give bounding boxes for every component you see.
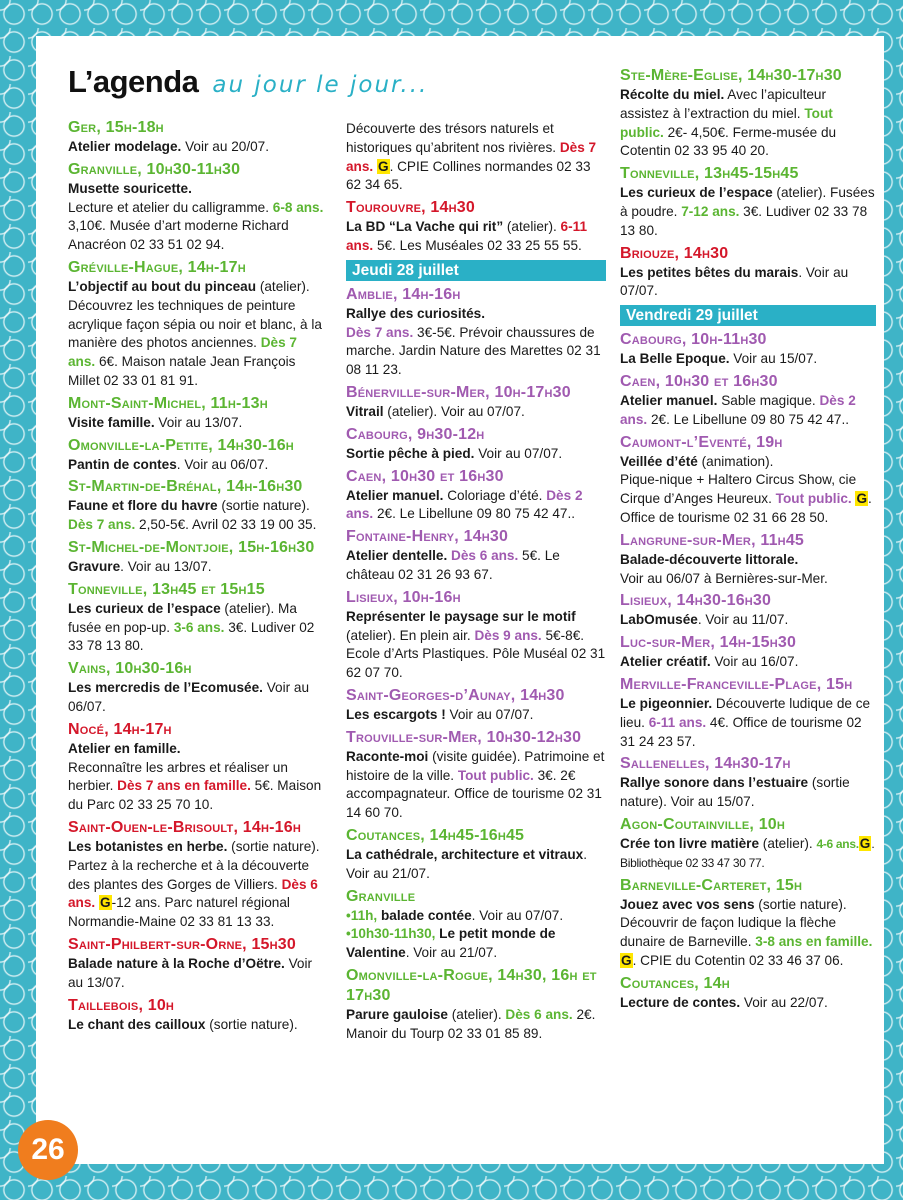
entry-place: Caen, 10h30 et 16h30 [346,467,504,485]
free-badge: G [859,835,871,851]
activity-title: La cathédrale, architecture et vitraux [346,846,584,862]
activity-title: Balade-découverte littorale. [620,551,799,567]
entry-text: -12 ans. Parc naturel régional Normandie-Maine 02 33 81 13 33. [68,895,290,930]
activity-title: Parure gauloise [346,1006,448,1022]
age-label: 3-6 ans. [173,619,225,635]
entry-text: Avec l’apiculteur assistez à l’extraction du miel. [620,87,827,121]
title-main: L’agenda [68,64,199,99]
entry-place: Agon-Coutainville, 10h [620,815,786,833]
entry-place: Cabourg, 9h30-12h [346,425,485,443]
activity-title: Faune et flore du havre [68,498,218,514]
entry-text: 5€. Les Muséales 02 33 25 55 55. [373,237,582,253]
entry-place: Bénerville-sur-Mer, 10h-17h30 [346,383,571,401]
agenda-entry [346,966,606,1044]
entry-place: Merville-Franceville-Plage, 15h [620,675,853,693]
entry-text: 3€. 2€ accompagnateur. Office de tourisme 02 31 14 60 70. [346,767,602,821]
entry-place: Omonville-la-Rogue, 14h30, 16h et 17h30 [346,966,597,1004]
agenda-entry [68,580,326,656]
column-2 [346,120,606,1047]
entry-text: . Bibliothèque 02 33 47 30 77. [620,836,875,870]
activity-title: Le pigeonnier. [620,695,713,711]
entry-place: Lisieux, 10h-16h [346,588,461,606]
entry-place: Saint-Philbert-sur-Orne, 15h30 [68,935,296,953]
entry-text: 4€. Office de tourisme 02 31 24 23 57. [620,714,862,749]
entry-text: (atelier). [448,1006,506,1022]
entry-body [346,403,606,422]
age-label: Dès 9 ans. [474,627,542,643]
entry-text: . Voir au 21/07. [405,945,498,961]
entry-place: Saint-Ouen-le-Brisoult, 14h-16h [68,818,301,836]
free-badge: G [377,158,389,174]
activity-title: Les curieux de l’espace [68,600,221,616]
activity-title: Atelier en famille. [68,740,181,756]
entry-place: Vains, 10h30-16h [68,660,192,678]
entry-body [346,120,606,195]
agenda-entry [620,974,876,1013]
agenda-entry [68,659,326,717]
entry-text: 2€. Le Libellune 09 80 75 42 47.. [373,506,576,522]
agenda-entry [620,244,876,302]
title-script: au jour le jour... [212,72,429,98]
age-label: Dès 7 ans. [68,517,136,533]
activity-title: LabOmusée [620,612,698,628]
agenda-entry [620,164,876,240]
agenda-entry [68,160,326,255]
activity-title: L’objectif au bout du pinceau [68,278,257,294]
entry-text: Voir au 06/07 à Bernières-sur-Mer. [620,570,828,586]
entry-text: (atelier). Découvrez les techniques de peinture acrylique façon sépia ou noir et blanc, à la manière des photos anciennes. [68,278,322,351]
entry-text: . Voir au 21/07. [346,846,588,881]
entry-text: (sortie nature). Voir au 15/07. [620,775,850,810]
activity-title: Visite famille. [68,414,155,430]
agenda-entry [620,675,876,751]
age-label: 7-12 ans. [681,203,740,219]
activity-title: Les curieux de l’espace [620,185,773,201]
free-badge: G [621,952,632,968]
age-label: 3-8 ans en famille. [755,934,873,950]
agenda-entry [68,996,326,1035]
agenda-entry [346,588,606,683]
entry-text: Voir au 20/07. [181,139,269,154]
entry-text: 2€. Manoir du Tourp 02 33 01 85 89. [346,1006,596,1041]
column-1 [68,118,326,1037]
agenda-entry [346,198,606,256]
agenda-entry [68,818,326,932]
entry-text: (sortie nature). [205,1016,298,1032]
entry-place: Amblie, 14h-16h [346,285,461,303]
agenda-entry [346,527,606,585]
activity-title: Les escargots ! [346,706,446,722]
activity-title: Le petit monde de Valentine [346,926,556,961]
age-label: 4-6 ans. [816,836,859,851]
entry-text: (animation). [697,453,774,469]
entry-place: Granville, 10h30-11h30 [68,160,241,178]
entry-text: Coloriage d’été. [443,487,547,503]
entry-text: 3€. Ludiver 02 33 78 13 80. [68,619,315,654]
age-label: Dès 7 ans. [346,324,414,340]
day-header: Jeudi 28 juillet [346,260,606,281]
entry-place: Gréville-Hague, 14h-17h [68,258,246,276]
entry-text: (atelier). Fusées à poudre. [620,185,875,219]
entry-body [346,1006,606,1044]
free-badge: G [856,491,868,507]
activity-title: Rallye des curiosités. [346,305,486,321]
entry-body [620,774,876,812]
agenda-entry [620,815,876,873]
entry-place: Fontaine-Henry, 14h30 [346,528,509,546]
activity-title: Balade nature à la Roche d’Oëtre. [68,955,285,971]
agenda-entry [620,633,876,672]
entry-text: (atelier). Ma fusée en pop-up. [68,600,297,635]
entry-body [68,456,326,475]
entry-body [620,695,876,751]
agenda-entry [68,118,326,157]
activity-title: Les petites bêtes du marais [620,264,799,280]
age-label: Dès 7 ans. [346,139,597,174]
entry-place: Tonneville, 13h45 et 15h15 [68,580,265,598]
entry-text: (visite guidée). Patrimoine et histoire de la ville. [346,748,605,783]
age-label: Dès 6 ans. [505,1006,573,1022]
entry-text: Voir au 15/07. [729,351,818,367]
activity-title: Le chant des cailloux [68,1016,206,1032]
entry-text: Reconnaître les arbres et réaliser un herbier. [68,759,288,794]
entry-text: Voir au 22/07. [740,994,828,1010]
agenda-entry [346,728,606,823]
agenda-entry [68,394,326,433]
activity-title: Gravure [68,558,121,574]
agenda-entry [68,538,326,577]
entry-place: Langrune-sur-Mer, 11h45 [620,531,805,549]
entry-place: St-Michel-de-Montjoie, 15h-16h30 [68,538,315,556]
entry-place: Granville [346,887,416,905]
age-label: 6-11 ans. [648,714,707,730]
age-label: Dès 6 ans. [68,876,318,911]
entry-body [346,846,606,884]
entry-text: Découverte des trésors naturels et historiques qu’abritent nos rivières. [346,121,560,155]
entry-place: Barneville-Carteret, 15h [620,876,803,894]
entry-body [68,180,326,255]
activity-title: Jouez avec vos sens [620,896,755,912]
entry-place: Caumont-l’Eventé, 19h [620,433,783,451]
entry-text: 6€. Maison natale Jean François Millet 02 33 01 81 91. [68,354,296,388]
entry-text: Voir au 06/07. [68,680,310,714]
entry-text: 3,10€. Musée d’art moderne Richard Anacréon 02 33 51 02 94. [68,218,289,253]
agenda-entry [68,258,326,391]
age-label: 6-11 ans. [346,219,588,253]
entry-body [346,547,606,585]
page-number: 26 [18,1120,78,1180]
entry-text: 2,50-5€. Avril 02 33 19 00 35. [135,517,317,533]
entry-text: . Voir au 07/07. [471,907,564,923]
activity-title: Sortie pêche à pied. [346,445,475,461]
entry-body [68,278,326,391]
activity-title: Veillée d’été [620,453,698,469]
entry-body [620,653,876,672]
entry-text: Sable magique. [717,392,820,408]
agenda-entry [346,285,606,380]
entry-body [68,679,326,717]
entry-text: (atelier). En plein air. [346,627,475,643]
entry-body [620,835,876,873]
entry-body [346,305,606,380]
entry-text: Voir au 07/07. [474,445,563,461]
entry-place: Sallenelles, 14h30-17h [620,755,791,773]
entry-text: . CPIE Collines normandes 02 33 62 34 65. [346,158,591,193]
entry-place: Taillebois, 10h [68,996,175,1014]
entry-place: Ger, 15h-18h [68,119,164,136]
agenda-entry [620,754,876,812]
entry-place: Cabourg, 10h-11h30 [620,331,767,349]
age-label: 6-8 ans. [272,199,324,215]
agenda-entry [68,477,326,535]
entry-text: 3€. Ludiver 02 33 78 13 80. [620,203,868,238]
activity-title: Raconte-moi [346,748,429,764]
agenda-entry [620,433,876,528]
agenda-entry [346,425,606,464]
age-label: Dès 7 ans en famille. [117,778,251,794]
agenda-entry [620,66,876,161]
agenda-entry [620,372,876,430]
page-title [68,64,428,108]
age-label: •10h30-11h30, [346,926,436,942]
age-label: Dès 7 ans. [68,335,297,370]
activity-title: Rallye sonore dans l’estuaire [620,775,809,791]
entry-text: 2€. Le Libellune 09 80 75 42 47.. [647,411,850,427]
agenda-entry [346,887,606,963]
entry-text: . Voir au 11/07. [697,612,789,628]
agenda-entry [620,330,876,369]
entry-place: Briouze, 14h30 [620,244,729,262]
entry-text: . Voir au 06/07. [176,456,269,472]
entry-text: . Office de tourisme 02 31 66 28 50. [620,491,872,525]
entry-place: Ste-Mère-Eglise, 14h30-17h30 [620,67,842,84]
entry-text: (sortie nature). Découvrir de façon ludique la flèche dunaire de Barneville. [620,896,847,950]
entry-place: Coutances, 14h [620,974,730,992]
entry-body [346,445,606,464]
activity-title: Atelier modelage. [68,139,182,154]
entry-body [620,453,876,528]
activity-title: Atelier créatif. [620,654,711,670]
entry-body [68,497,326,535]
entry-place: Lisieux, 14h30-16h30 [620,592,772,610]
entry-body [68,1016,326,1035]
entry-place: Trouville-sur-Mer, 10h30-12h30 [346,728,582,746]
entry-body [620,392,876,430]
page [36,36,884,1164]
entry-text: Voir au 16/07. [710,654,799,670]
entry-place: Coutances, 14h45-16h45 [346,826,525,844]
entry-text: . Voir au 13/07. [120,558,212,574]
age-label: •11h, [346,907,378,923]
entry-text: (atelier). Voir au 07/07. [383,403,525,419]
age-label: Dès 2 ans. [346,487,583,522]
entry-text: . CPIE du Cotentin 02 33 46 37 06. [632,952,844,968]
entry-place: Luc-sur-Mer, 14h-15h30 [620,634,797,652]
entry-body [346,218,606,256]
entry-text: (sortie nature). Partez à la recherche et à la découverte des plantes des Gorges de Villiers. [68,838,320,892]
age-label: Tout public. [620,105,833,140]
activity-title: Représenter le paysage sur le motif [346,608,576,624]
entry-body [68,414,326,433]
entry-text: 5€. Maison du Parc 02 33 25 70 10. [68,778,322,813]
activity-title: Atelier manuel. [346,487,444,503]
entry-body [346,748,606,823]
entry-place: Tourouvre, 14h30 [346,199,475,217]
entry-body [620,551,876,589]
agenda-entry [346,826,606,884]
agenda-entry [68,935,326,993]
entry-place: Tonneville, 13h45-15h45 [620,165,799,183]
entry-body [346,487,606,525]
entry-body [346,608,606,683]
entry-text: Voir au 13/07. [154,414,243,430]
entry-body [68,138,326,157]
entry-text: Pique-nique + Haltero Circus Show, cie Cirque d’Anges Heureux. [620,472,857,507]
entry-body [620,896,876,971]
entry-text: 3€-5€. Prévoir chaussures de marche. Jardin Nature des Marettes 02 31 08 11 23. [346,324,601,378]
agenda-entry [346,467,606,525]
entry-text: 5€. Le château 02 31 26 93 67. [346,548,560,582]
activity-title: La Belle Epoque. [620,351,730,367]
agenda-entry [620,591,876,630]
agenda-entry [346,383,606,422]
entry-place: Nocé, 14h-17h [68,720,172,738]
activity-title: Pantin de contes [68,456,177,472]
entry-body [68,955,326,993]
entry-text: Voir au 13/07. [68,955,313,990]
entry-bullet [346,925,606,963]
entry-text: (atelier). [503,219,561,235]
age-label: Dès 2 ans. [620,392,856,427]
activity-title: Atelier manuel. [620,392,718,408]
activity-title: Récolte du miel. [620,87,725,102]
entry-body [620,264,876,302]
age-label: Dès 6 ans. [451,548,519,564]
entry-place: Omonville-la-Petite, 14h30-16h [68,436,294,454]
agenda-entry [620,531,876,589]
free-badge: G [99,895,111,911]
agenda-entry [620,876,876,971]
activity-title: balade contée [377,907,472,923]
activity-title: Les botanistes en herbe. [68,838,228,854]
entry-text: 2€- 4,50€. Ferme-musée du Cotentin 02 33 95 40 20. [620,124,837,159]
entry-text: Découverte ludique de ce lieu. [620,695,871,730]
entry-body [68,740,326,815]
activity-title: Atelier dentelle. [346,548,448,564]
entry-body [68,558,326,577]
entry-place: Saint-Georges-d’Aunay, 14h30 [346,686,565,704]
entry-body [68,600,326,656]
agenda-entry [68,436,326,475]
activity-title: Lecture de contes. [620,994,741,1010]
entry-body [620,86,876,161]
entry-body [68,838,326,932]
agenda-entry [346,686,606,725]
entry-body [620,611,876,630]
agenda-entry [346,120,606,195]
age-label: Tout public. [457,767,534,783]
entry-text: 5€-8€. Ecole d’Arts Plastiques. Pôle Muséal 02 31 62 07 70. [346,627,606,681]
activity-title: Crée ton livre matière [620,835,760,851]
activity-title: Musette souricette. [68,180,192,196]
entry-body [620,184,876,240]
entry-text: Lecture et atelier du calligramme. [68,199,273,215]
entry-place: St-Martin-de-Bréhal, 14h-16h30 [68,478,303,496]
column-3 [620,66,876,1016]
age-label: Tout public. [775,491,852,507]
entry-body [346,706,606,725]
activity-title: La BD “La Vache qui rit” [346,219,504,235]
activity-title: Vitrail [346,403,384,419]
entry-text: (sortie nature). [217,498,310,514]
activity-title: Les mercredis de l’Ecomusée. [68,680,263,696]
entry-text: . Voir au 07/07. [620,264,849,299]
entry-text: Voir au 07/07. [445,706,534,722]
agenda-entry [68,720,326,815]
entry-place: Mont-Saint-Michel, 11h-13h [68,394,268,412]
entry-text: (atelier). [759,835,817,851]
day-header: Vendredi 29 juillet [620,305,876,326]
entry-body [620,994,876,1013]
entry-place: Caen, 10h30 et 16h30 [620,372,778,390]
entry-bullet [346,907,606,926]
entry-body [620,350,876,369]
